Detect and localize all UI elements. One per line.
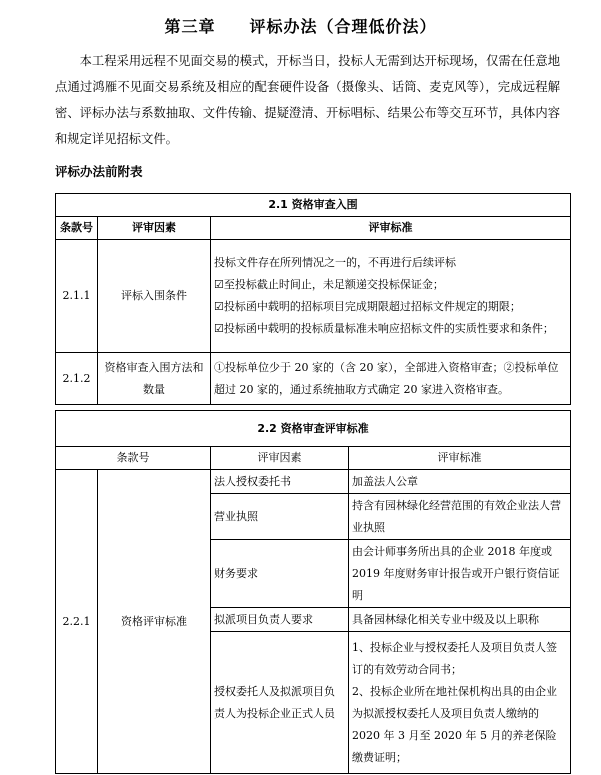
header-factor: 评审因素	[98, 217, 211, 240]
review-standard: 具备园林绿化相关专业中级及以上职称	[349, 608, 571, 632]
header-clause-no: 条款号	[56, 447, 211, 470]
criteria-line: ☑投标函中载明的投标质量标准未响应招标文件的实质性要求和条件；	[214, 322, 554, 335]
review-standard	[211, 240, 571, 353]
review-factor: 财务要求	[211, 540, 349, 608]
header-clause-no: 条款号	[56, 217, 98, 240]
review-factor: 营业执照	[211, 494, 349, 540]
review-factor: 评标入围条件	[98, 240, 211, 353]
review-factor: 法人授权委托书	[211, 470, 349, 494]
intro-paragraph: 本工程采用远程不见面交易的模式，开标当日，投标人无需到达开标现场，仅需在任意地点通过鸿雁不见面交易系统及相应的配套硬件设备（摄像头、话筒、麦克风等），完成远程解密、评标办法与系数抽取、文件传输、提疑澄清、开标唱标、结果公布等交互环节，具体内容和规定详见招标文件。	[55, 54, 560, 146]
section-title: 2.1 资格审查入围	[56, 194, 571, 217]
criteria-line: ☑至投标截止时间止，未足额递交投标保证金；	[214, 278, 444, 291]
criteria-line: 投标文件存在所列情况之一的，不再进行后续评标	[214, 256, 456, 269]
qualification-standards-table	[55, 410, 571, 774]
table-row	[56, 240, 571, 353]
review-standard: 1、投标企业与授权委托人及项目负责人签订的有效劳动合同书； 2、投标企业所在地社保机构出具的由企业为拟派授权委托人及项目负责人缴纳的 2020 年 3 月至 2020 年 5 月的养老保险缴费证明；	[349, 632, 571, 774]
table-row	[56, 353, 571, 405]
review-category: 资格评审标准	[98, 470, 211, 774]
header-standard: 评审标准	[349, 447, 571, 470]
review-standard: ①投标单位少于 20 家的（含 20 家），全部进入资格审查；②投标单位超过 20 家的，通过系统抽取方式确定 20 家进入资格审查。	[211, 353, 571, 405]
clause-no: 2.1.1	[56, 240, 98, 353]
review-factor: 拟派项目负责人要求	[211, 608, 349, 632]
review-standard: 加盖法人公章	[349, 470, 571, 494]
review-standard: 持含有园林绿化经营范围的有效企业法人营业执照	[349, 494, 571, 540]
review-factor: 授权委托人及拟派项目负责人为投标企业正式人员	[211, 632, 349, 774]
header-factor: 评审因素	[211, 447, 349, 470]
section-title: 2.2 资格审查评审标准	[56, 411, 571, 447]
review-factor: 资格审查入围方法和数量	[98, 353, 211, 405]
review-standard: 由会计师事务所出具的企业 2018 年度或 2019 年度财务审计报告或开户银行资信证明	[349, 540, 571, 608]
clause-no: 2.1.2	[56, 353, 98, 405]
criteria-line: ☑投标函中载明的招标项目完成期限超过招标文件规定的期限；	[214, 300, 521, 313]
qualification-screening-table	[55, 193, 571, 405]
chapter-title: 第三章 评标办法（合理低价法）	[164, 17, 437, 36]
header-standard: 评审标准	[211, 217, 571, 240]
attachment-title: 评标办法前附表	[55, 164, 143, 179]
table-row	[56, 470, 571, 494]
clause-no: 2.2.1	[56, 470, 98, 774]
